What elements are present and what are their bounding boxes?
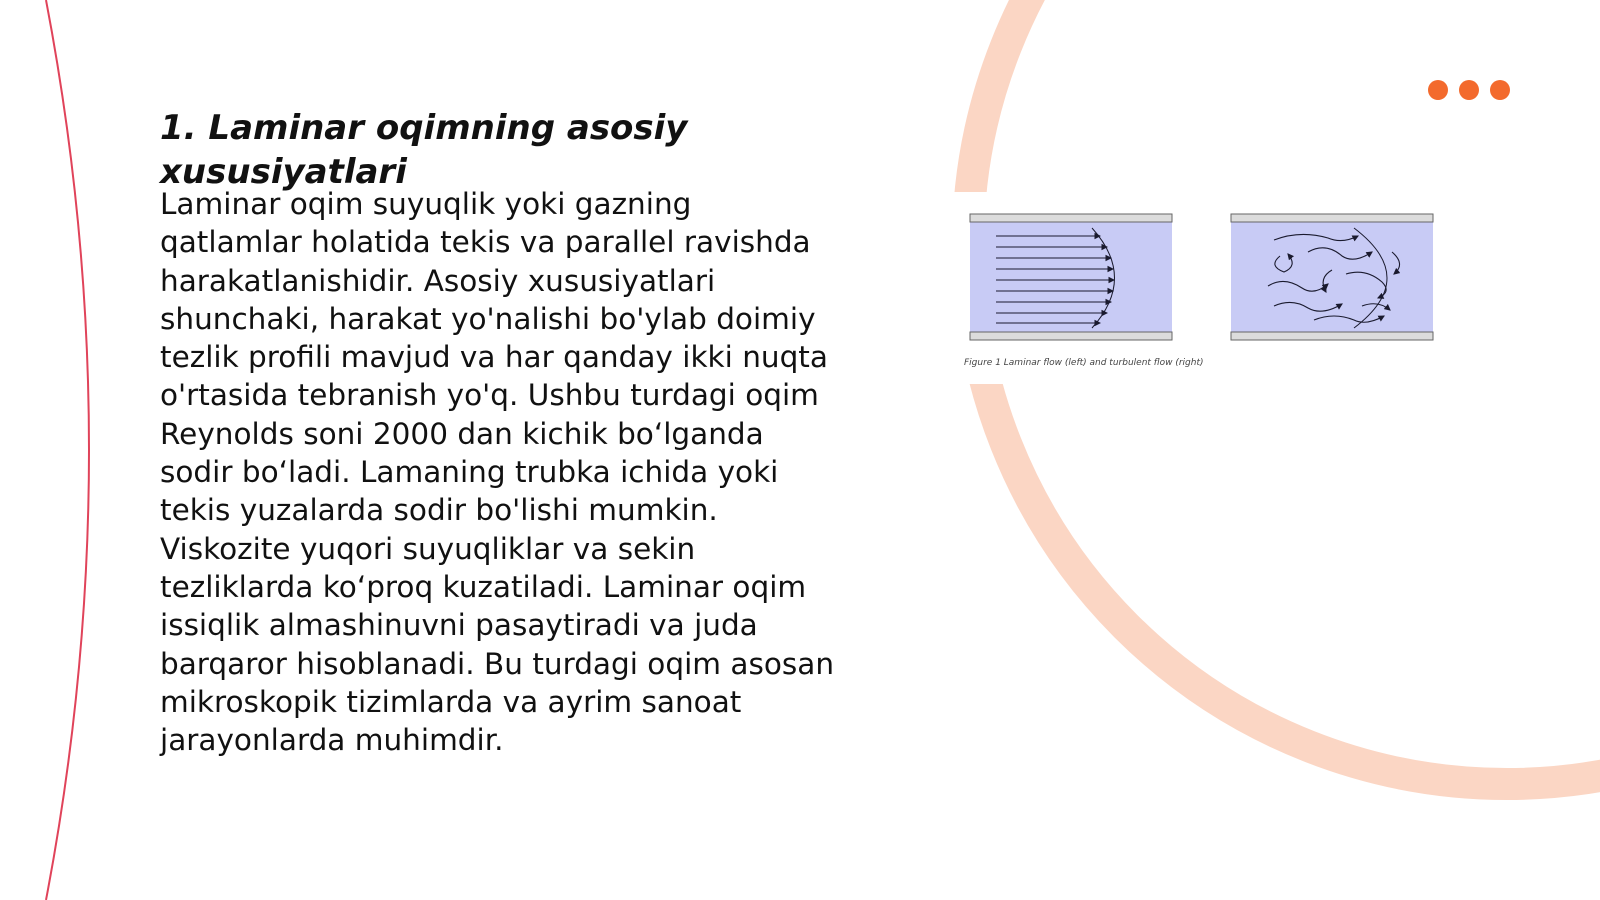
laminar-flow-panel	[970, 214, 1172, 340]
flow-figure	[962, 208, 1442, 348]
decorative-arc	[952, 0, 1600, 800]
turbulent-flow-panel	[1231, 214, 1433, 340]
body-text: Laminar oqim suyuqlik yoki gazning qatlamlar holatida tekis va parallel ravishda harakatlanishidir. Asosiy xususiyatlari shunchaki, harakat yo'nalishi bo'ylab doimiy tezlik profili mavjud va har qanday ikki nuqta o'rtasida tebranish yo'q. Ushbu turdagi oqim Reynolds soni 2000 dan kichik bo‘lganda sodir bo‘ladi. Lamaning trubka ichida yoki tekis yuzalarda sodir bo'lishi mumkin. Viskozite yuqori suyuqliklar va sekin tezliklarda ko‘proq kuzatiladi. Laminar oqim issiqlik almashinuvni pasaytiradi va juda barqaror hisoblanadi. Bu turdagi oqim asosan mikroskopik tizimlarda va ayrim sanoat jarayonlarda muhimdir.	[160, 187, 835, 758]
dot-2	[1459, 80, 1479, 100]
decorative-dots	[1428, 80, 1510, 100]
figure-caption: Figure 1 Laminar flow (left) and turbulent flow (right)	[964, 358, 1204, 368]
slide-title: 1. Laminar oqimning asosiy xususiyatlari	[160, 108, 688, 192]
dot-1	[1428, 80, 1448, 100]
decorative-left-curve	[0, 0, 120, 900]
dot-3	[1490, 80, 1510, 100]
